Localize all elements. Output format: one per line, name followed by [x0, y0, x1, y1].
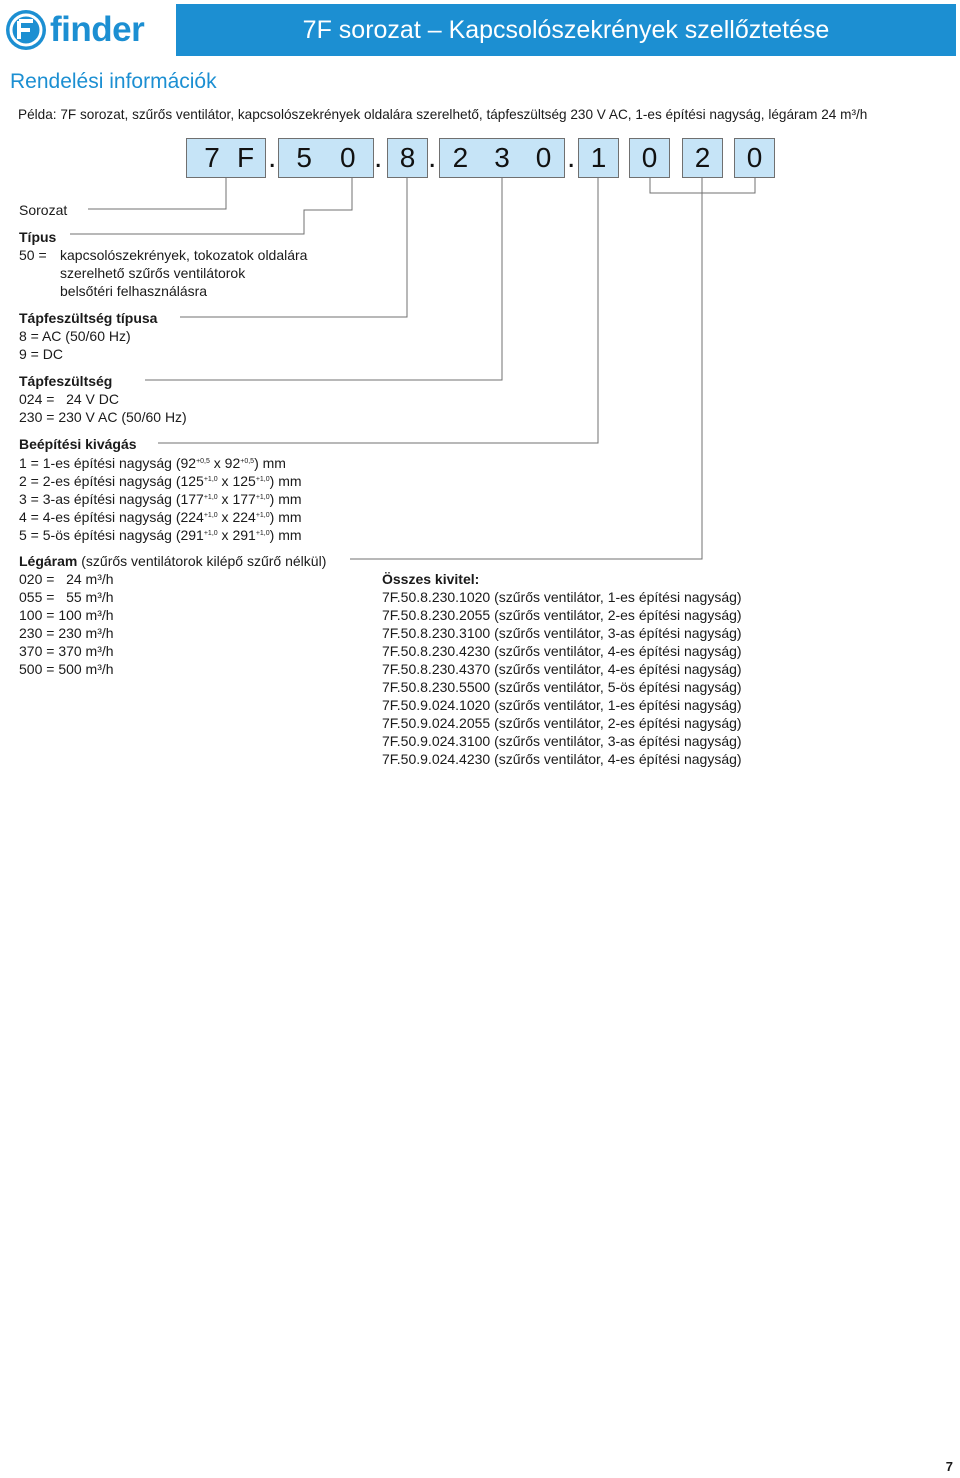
type-label: Típus — [19, 229, 57, 245]
voltage-type-item: 8 = AC (50/60 Hz) — [19, 328, 131, 344]
version-item: 7F.50.9.024.1020 (szűrős ventilátor, 1-es építési nagyság) — [382, 697, 742, 713]
voltage-type-label: Tápfeszültség típusa — [19, 310, 158, 326]
cutout-item: 1 = 1-es építési nagyság ($92^{+0,5}$ x $92^{+0,5}$) mm — [19, 455, 286, 471]
page-title: 7F sorozat – Kapcsolószekrények szellőztetése — [302, 15, 830, 44]
version-item: 7F.50.9.024.2055 (szűrős ventilátor, 2-es építési nagyság) — [382, 715, 742, 731]
code-box-0: 0 — [629, 138, 670, 178]
airflow-item: 100 = 100 m³/h — [19, 607, 114, 623]
all-versions-label: Összes kivitel: — [382, 571, 480, 587]
voltage-label: Tápfeszültség — [19, 373, 113, 389]
code-char: 0 — [535, 142, 552, 173]
code-box-8: 8 — [387, 138, 428, 178]
voltage-type-item: 9 = DC — [19, 346, 63, 362]
version-item: 7F.50.8.230.5500 (szűrős ventilátor, 5-ös építési nagyság) — [382, 679, 742, 695]
code-dot: . — [374, 141, 383, 174]
version-item: 7F.50.8.230.3100 (szűrős ventilátor, 3-as építési nagyság) — [382, 625, 742, 641]
airflow-item: 500 = 500 m³/h — [19, 661, 114, 677]
type-desc-line: szerelhető szűrős ventilátorok — [60, 265, 246, 281]
cutout-item: 2 = 2-es építési nagyság ($125^{+1,0}$ x $125^{+1,0}$) mm — [19, 473, 302, 489]
version-item: 7F.50.8.230.4370 (szűrős ventilátor, 4-es építési nagyság) — [382, 661, 742, 677]
type-desc-line: kapcsolószekrények, tokozatok oldalára — [60, 247, 308, 263]
type-desc-line: belsőtéri felhasználásra — [60, 283, 208, 299]
cutout-item: 5 = 5-ös építési nagyság ($291^{+1,0}$ x $291^{+1,0}$) mm — [19, 527, 302, 543]
code-dot: . — [268, 141, 277, 174]
voltage-item: 230 = 230 V AC (50/60 Hz) — [19, 409, 187, 425]
version-item: 7F.50.8.230.2055 (szűrős ventilátor, 2-es építési nagyság) — [382, 607, 742, 623]
section-title: Rendelési információk — [10, 70, 217, 93]
code-box-7: 7 — [186, 138, 238, 178]
code-dot: . — [567, 141, 576, 174]
version-item: 7F.50.9.024.3100 (szűrős ventilátor, 3-as építési nagyság) — [382, 733, 742, 749]
code-char: 3 — [494, 142, 510, 173]
series-label: Sorozat — [19, 202, 68, 218]
airflow-label: Légáram (szűrős ventilátorok kilépő szűrő nélkül) — [19, 553, 327, 569]
page-number: 7 — [945, 1459, 953, 1474]
airflow-item: 055 = 55 m³/h — [19, 589, 114, 605]
cutout-item: 3 = 3-as építési nagyság ($177^{+1,0}$ x $177^{+1,0}$) mm — [19, 491, 302, 507]
example-text: Példa: 7F sorozat, szűrős ventilátor, kapcsolószekrények oldalára szerelhető, tápfeszültség 230 V AC, 1-es építési nagyság, légáram 24 m³/h — [18, 107, 868, 122]
version-item: 7F.50.8.230.4230 (szűrős ventilátor, 4-es építési nagyság) — [382, 643, 742, 659]
code-box-f: F — [226, 138, 266, 178]
brand-name: finder — [50, 10, 145, 49]
code-char: 2 — [452, 142, 469, 173]
code-dot: . — [428, 141, 437, 174]
version-item: 7F.50.9.024.4230 (szűrős ventilátor, 4-es építési nagyság) — [382, 751, 742, 767]
code-box-1: 1 — [578, 138, 619, 178]
code-box-2: 2 — [682, 138, 723, 178]
code-char: 5 — [296, 142, 312, 173]
airflow-item: 020 = 24 m³/h — [19, 571, 114, 587]
voltage-item: 024 = 24 V DC — [19, 391, 120, 407]
code-box-0b: 0 — [734, 138, 775, 178]
type-key: 50 = — [19, 247, 47, 263]
airflow-item: 370 = 370 m³/h — [19, 643, 114, 659]
cutout-item: 4 = 4-es építési nagyság ($224^{+1,0}$ x $224^{+1,0}$) mm — [19, 509, 302, 525]
code-char: 0 — [340, 142, 356, 173]
cutout-label: Beépítési kivágás — [19, 436, 137, 452]
airflow-item: 230 = 230 m³/h — [19, 625, 114, 641]
version-item: 7F.50.8.230.1020 (szűrős ventilátor, 1-es építési nagyság) — [382, 589, 742, 605]
